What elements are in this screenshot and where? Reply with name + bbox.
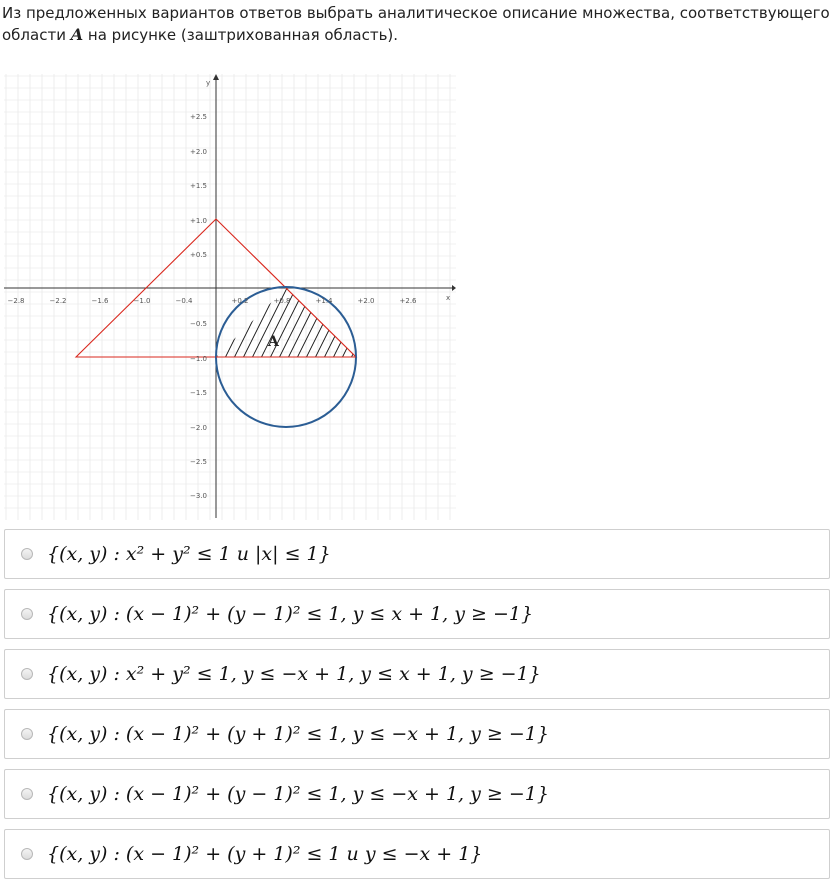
x-tick-label: −2.8 [7,297,25,305]
x-tick-label: −0.4 [175,297,193,305]
y-tick-label: −1.0 [190,355,207,363]
question-part2: на рисунке (заштрихованная область). [83,26,399,44]
grid-lines [4,74,456,520]
y-tick-label: +2.5 [190,113,207,121]
option-formula: {(x, y) : x² + y² ≤ 1, y ≤ −x + 1, y ≤ x + 1, y ≥ −1} [47,663,541,685]
option-formula: {(x, y) : (x − 1)² + (y + 1)² ≤ 1 и y ≤ −x + 1} [47,843,483,865]
y-tick-label: +2.0 [190,148,207,156]
option-formula: {(x, y) : (x − 1)² + (y − 1)² ≤ 1, y ≤ x + 1, y ≥ −1} [47,603,534,625]
graph-svg [4,74,456,520]
radio-button[interactable] [21,548,33,560]
x-tick-label: −1.0 [133,297,151,305]
region-label: A [268,334,279,350]
y-tick-label: −2.5 [190,458,207,466]
answer-option-3[interactable] [4,649,830,699]
answer-option-5[interactable] [4,769,830,819]
y-tick-label: +0.5 [190,251,207,259]
x-tick-label: −1.6 [91,297,109,305]
hatched-region [204,280,417,364]
x-tick-label: +2.0 [357,297,375,305]
radio-button[interactable] [21,848,33,860]
x-tick-label: −2.2 [49,297,67,305]
y-tick-label: +1.0 [190,217,207,225]
y-tick-label: −1.5 [190,389,207,397]
radio-button[interactable] [21,668,33,680]
x-axis-label: x [446,294,451,302]
y-tick-label: +1.5 [190,182,207,190]
answer-option-4[interactable] [4,709,830,759]
option-formula: {(x, y) : (x − 1)² + (y − 1)² ≤ 1, y ≤ −x + 1, y ≥ −1} [47,783,549,805]
x-tick-label: +0.2 [231,297,249,305]
answer-options [4,529,830,889]
answer-option-2[interactable] [4,589,830,639]
radio-button[interactable] [21,788,33,800]
radio-button[interactable] [21,728,33,740]
x-tick-label: +1.4 [315,297,333,305]
x-tick-label: +0.8 [273,297,291,305]
y-axis-label: y [206,79,211,87]
question-part1: Из предложенных вариантов ответов выбрать аналитическое описание множества, соответствующего области [2,4,830,44]
y-tick-label: −2.0 [190,424,207,432]
option-formula: {(x, y) : (x − 1)² + (y + 1)² ≤ 1, y ≤ −x + 1, y ≥ −1} [47,723,549,745]
y-tick-label: −3.0 [190,492,207,500]
y-tick-label: −0.5 [190,320,207,328]
axes [4,74,456,518]
option-formula: {(x, y) : x² + y² ≤ 1 и |x| ≤ 1} [47,543,331,565]
answer-option-6[interactable] [4,829,830,879]
question-text [2,2,832,46]
answer-option-1[interactable] [4,529,830,579]
x-tick-label: +2.6 [399,297,417,305]
region-variable: A [70,25,84,44]
graph-figure [4,74,456,520]
radio-button[interactable] [21,608,33,620]
